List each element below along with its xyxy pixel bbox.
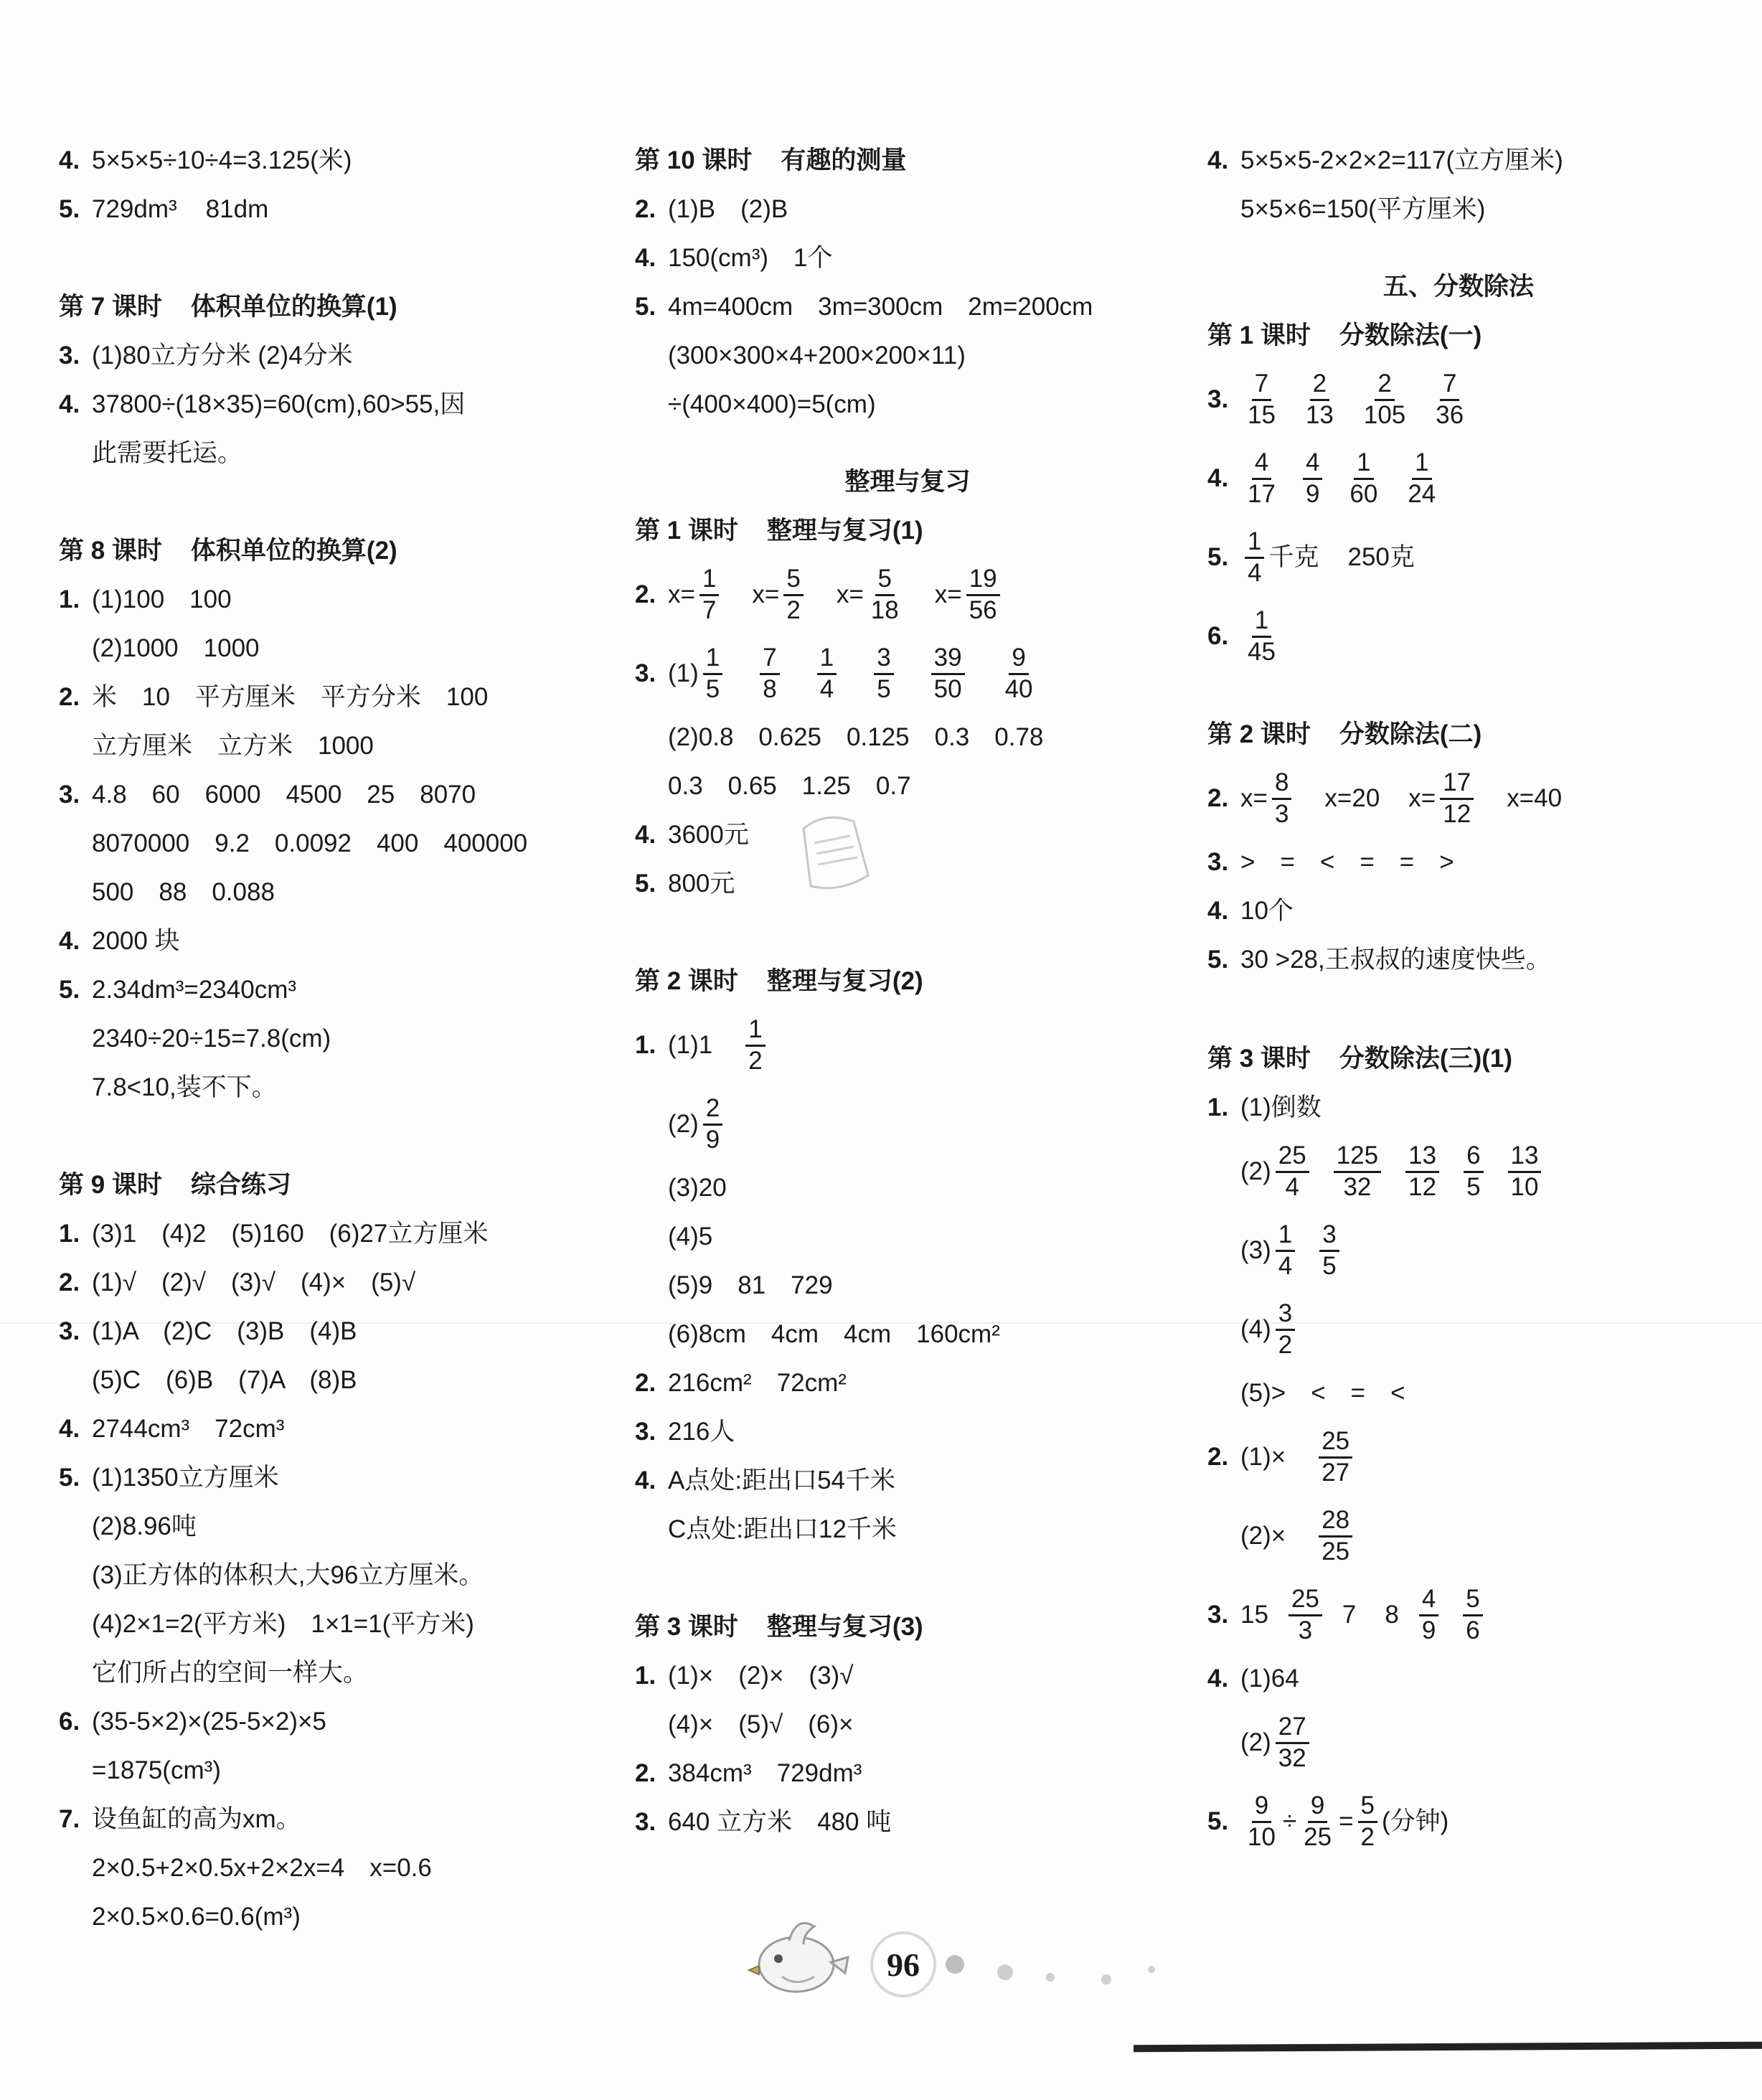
answer-line: 4. 5×5×5÷10÷4=3.125(米): [59, 146, 352, 174]
answer-line: 500 88 0.088: [92, 878, 275, 906]
fraction: $\frac{25}{3}$: [1288, 1586, 1322, 1644]
decorative-dot: [1101, 1974, 1111, 1984]
answer-line: (5)9 81 729: [668, 1271, 833, 1299]
lesson-heading: 第 3 课时 整理与复习(3): [635, 1613, 923, 1641]
page-number: 96: [870, 1931, 936, 1997]
watermark-stamp-icon: [796, 807, 875, 900]
answer-line: (4)2×1=2(平方米) 1×1=1(平方米): [92, 1610, 474, 1638]
answer-line: (3)正方体的体积大,大96立方厘米。: [92, 1561, 484, 1589]
answer-line: 3. (1)80立方分米 (2)4分米: [59, 342, 353, 369]
column-2: [635, 136, 1180, 1847]
answer-line: 4. A点处:距出口54千米: [635, 1466, 896, 1494]
answer-line: 4. 10个: [1207, 897, 1294, 925]
answer-line: 5. (1)1350立方厘米: [59, 1464, 279, 1492]
answer-line: 2×0.5+2×0.5x+2×2x=4 x=0.6: [92, 1854, 432, 1882]
answer-line: (2) $\frac{27}{32}$: [1207, 1703, 1710, 1782]
fraction: $\frac{3}{5}$: [874, 645, 893, 703]
answer-line: (4)× (5)√ (6)×: [668, 1710, 854, 1738]
answer-line: (2)1000 1000: [92, 634, 260, 662]
answer-line: 3. 216人: [635, 1418, 735, 1446]
lesson-heading: 第 10 课时 有趣的测量: [635, 146, 907, 174]
answer-line: 2. (1)√ (2)√ (3)√ (4)× (5)√: [59, 1268, 416, 1296]
answer-line: (2)8.96吨: [92, 1512, 197, 1540]
fraction: $\frac{5}{2}$: [1358, 1793, 1377, 1851]
fraction: $\frac{7}{8}$: [760, 645, 779, 703]
fraction: $\frac{13}{10}$: [1508, 1143, 1542, 1201]
fraction: $\frac{1}{4}$: [817, 645, 837, 703]
section-heading: 整理与复习: [844, 468, 971, 496]
answer-line: 2. 216cm² 72cm²: [635, 1369, 847, 1397]
answer-line: 5. 30 >28,王叔叔的速度快些。: [1207, 946, 1551, 974]
fraction: $\frac{1}{4}$: [1276, 1222, 1295, 1280]
answer-line: (5)C (6)B (7)A (8)B: [92, 1366, 357, 1394]
fraction: $\frac{4}{9}$: [1303, 450, 1322, 508]
answer-line: 2. x= $\frac{8}{3}$ x=20 x= $\frac{17}{12}$ x=40: [1207, 768, 1563, 828]
answer-line: (4)5: [668, 1223, 713, 1251]
answer-line: 3. 15 $\frac{25}{3}$ 7 8 $\frac{4}{9}$ $\frac{5}{6}$: [1207, 1576, 1710, 1654]
fraction: $\frac{8}{3}$: [1272, 770, 1291, 828]
fraction: $\frac{1}{2}$: [745, 1017, 765, 1075]
column-1: [59, 136, 604, 1941]
fraction: $\frac{39}{50}$: [931, 645, 965, 703]
answer-line: 立方厘米 立方米 1000: [92, 732, 374, 760]
answer-line: 6. $\frac{1}{45}$: [1207, 597, 1710, 676]
answer-line: 2. x= $\frac{1}{7}$ x= $\frac{5}{2}$ x= $\frac{5}{18}$ x= $\frac{19}{56}$: [635, 555, 1180, 634]
bird-mascot-icon: [746, 1908, 854, 2002]
answer-line: 6. (35-5×2)×(25-5×2)×5: [59, 1708, 326, 1736]
answer-line: (3)20: [668, 1174, 727, 1202]
fraction: $\frac{9}{25}$: [1304, 1791, 1332, 1851]
fraction: $\frac{1}{45}$: [1248, 606, 1276, 666]
fraction: $\frac{4}{17}$: [1248, 448, 1276, 508]
lesson-heading: 第 3 课时 分数除法(三)(1): [1207, 1045, 1513, 1073]
answer-line: (5)> < = <: [1240, 1379, 1405, 1407]
answer-line: 2. 米 10 平方厘米 平方分米 100: [59, 683, 489, 711]
answer-line: (4) $\frac{3}{2}$: [1207, 1290, 1710, 1369]
fraction: $\frac{25}{4}$: [1276, 1143, 1309, 1201]
fraction: $\frac{3}{2}$: [1276, 1301, 1295, 1359]
fraction: $\frac{19}{56}$: [966, 566, 1000, 624]
answer-line: 3. (1)A (2)C (3)B (4)B: [59, 1317, 357, 1345]
answer-line: (6)8cm 4cm 4cm 160cm²: [668, 1320, 1000, 1348]
answer-line: =1875(cm³): [92, 1756, 221, 1784]
fraction: $\frac{9}{40}$: [1004, 643, 1033, 703]
answer-line: C点处:距出口12千米: [668, 1515, 897, 1543]
section-heading: 五、分数除法: [1382, 273, 1534, 301]
answer-line: 1. (3)1 (4)2 (5)160 (6)27立方厘米: [59, 1220, 489, 1248]
answer-line: 4. 5×5×5-2×2×2=117(立方厘米): [1207, 146, 1563, 174]
fraction: $\frac{5}{6}$: [1463, 1586, 1482, 1644]
fraction: $\frac{125}{32}$: [1334, 1143, 1381, 1201]
answer-line: 3. 640 立方米 480 吨: [635, 1808, 892, 1836]
answer-line: 3. > = < = = >: [1207, 848, 1454, 876]
lesson-heading: 第 2 课时 分数除法(二): [1207, 720, 1482, 748]
answer-line: 4. $\frac{4}{17}$ $\frac{4}{9}$ $\frac{1}{60}$ $\frac{1}{24}$: [1207, 439, 1710, 518]
answer-line: (2) $\frac{25}{4}$ $\frac{125}{32}$ $\frac{13}{12}$ $\frac{6}{5}$ $\frac{13}{10}$: [1207, 1132, 1710, 1211]
answer-line: 2. (1)× $\frac{25}{27}$: [1207, 1418, 1710, 1497]
answer-line: 2. (1)B (2)B: [635, 195, 788, 223]
answer-line: (3) $\frac{1}{4}$ $\frac{3}{5}$: [1207, 1211, 1710, 1290]
answer-line: 4. 3600元: [635, 821, 749, 849]
answer-line: ÷(400×400)=5(cm): [668, 390, 876, 418]
answer-line: (2) $\frac{2}{9}$: [635, 1085, 1180, 1164]
column-3: [1207, 136, 1710, 1861]
decorative-dot: [946, 1955, 964, 1974]
fraction: $\frac{1}{4}$: [1245, 529, 1264, 587]
decorative-dot: [1148, 1966, 1155, 1973]
fraction: $\frac{5}{2}$: [783, 566, 803, 624]
fraction: $\frac{4}{9}$: [1419, 1586, 1438, 1644]
answer-line: 0.3 0.65 1.25 0.7: [668, 772, 911, 800]
answer-line: 5. 4m=400cm 3m=300cm 2m=200cm: [635, 293, 1093, 321]
answer-line: 3. 4.8 60 6000 4500 25 8070: [59, 781, 476, 809]
answer-line: 8070000 9.2 0.0092 400 400000: [92, 829, 528, 857]
answer-line: (300×300×4+200×200×11): [668, 342, 966, 369]
answer-line: 4. 37800÷(18×35)=60(cm),60>55,因: [59, 390, 466, 418]
answer-line: (2)× $\frac{28}{25}$: [1207, 1497, 1710, 1576]
fraction: $\frac{7}{15}$: [1248, 369, 1276, 429]
answer-line: 4. 2744cm³ 72cm³: [59, 1415, 285, 1443]
lesson-heading: 第 1 课时 整理与复习(1): [635, 517, 923, 545]
lesson-heading: 第 7 课时 体积单位的换算(1): [59, 293, 397, 321]
answer-line: 2340÷20÷15=7.8(cm): [92, 1025, 331, 1053]
answer-line: 1. (1)1 $\frac{1}{2}$: [635, 1006, 1180, 1085]
answer-line: 1. (1)× (2)× (3)√: [635, 1662, 854, 1690]
decorative-dot: [997, 1964, 1013, 1980]
answer-line: 此需要托运。: [92, 439, 243, 467]
answer-line: 5×5×6=150(平方厘米): [1240, 195, 1486, 223]
fraction: $\frac{1}{5}$: [703, 645, 722, 703]
lesson-heading: 第 1 课时 分数除法(一): [1207, 321, 1482, 349]
fraction: $\frac{25}{27}$: [1319, 1428, 1352, 1487]
fraction: $\frac{13}{12}$: [1405, 1143, 1439, 1201]
answer-line: 3. $\frac{7}{15}$ $\frac{2}{13}$ $\frac{2}{105}$ $\frac{7}{36}$: [1207, 360, 1710, 439]
answer-line: 7.8<10,装不下。: [92, 1073, 277, 1101]
answer-line: 1. (1)100 100: [59, 585, 232, 613]
answer-line: 5. $\frac{9}{10}$ ÷ $\frac{9}{25}$ = $\frac{5}{2}$ (分钟): [1207, 1791, 1449, 1851]
answer-line: (2)0.8 0.625 0.125 0.3 0.78: [668, 723, 1044, 751]
fraction: $\frac{2}{105}$: [1363, 369, 1406, 429]
answer-line: 2. 384cm³ 729dm³: [635, 1759, 862, 1787]
fraction: $\frac{2}{13}$: [1305, 369, 1334, 429]
answer-line: 5. 2.34dm³=2340cm³: [59, 976, 297, 1004]
fraction: $\frac{28}{25}$: [1319, 1507, 1352, 1565]
fraction: $\frac{1}{7}$: [699, 566, 719, 624]
fraction: $\frac{1}{24}$: [1408, 448, 1436, 508]
answer-line: 3. (1) $\frac{1}{5}$ $\frac{7}{8}$ $\frac{1}{4}$ $\frac{3}{5}$ $\frac{39}{50}$ $\frac{9}{40}$: [635, 634, 1180, 713]
bottom-edge-line: [1134, 2042, 1762, 2053]
answer-line: 4. (1)64: [1207, 1665, 1299, 1692]
lesson-heading: 第 2 课时 整理与复习(2): [635, 967, 923, 995]
fraction: $\frac{5}{18}$: [870, 564, 899, 624]
answer-line: 2×0.5×0.6=0.6(m³): [92, 1903, 301, 1931]
answer-line: 5. 729dm³ 81dm: [59, 195, 269, 223]
fraction: $\frac{7}{36}$: [1436, 369, 1464, 429]
answer-line: 5. $\frac{1}{4}$ 千克 250克: [1207, 527, 1415, 587]
lesson-heading: 第 9 课时 综合练习: [59, 1171, 291, 1199]
answer-line: 它们所占的空间一样大。: [92, 1659, 369, 1687]
lesson-heading: 第 8 课时 体积单位的换算(2): [59, 537, 397, 565]
answer-line: 4. 2000 块: [59, 927, 180, 955]
answer-line: 1. (1)倒数: [1207, 1093, 1322, 1121]
fraction: $\frac{6}{5}$: [1464, 1143, 1483, 1201]
answer-line: 5. 800元: [635, 870, 735, 898]
fraction: $\frac{17}{12}$: [1440, 770, 1474, 828]
fraction: $\frac{1}{60}$: [1349, 448, 1378, 508]
answer-line: 4. 150(cm³) 1个: [635, 244, 833, 272]
fraction: $\frac{3}{5}$: [1319, 1222, 1339, 1280]
answer-line: 7. 设鱼缸的高为xm。: [59, 1805, 301, 1833]
decorative-dot: [1046, 1973, 1055, 1982]
fraction: $\frac{27}{32}$: [1276, 1714, 1309, 1772]
fraction: $\frac{2}{9}$: [703, 1096, 722, 1154]
fraction: $\frac{9}{10}$: [1248, 1791, 1276, 1851]
